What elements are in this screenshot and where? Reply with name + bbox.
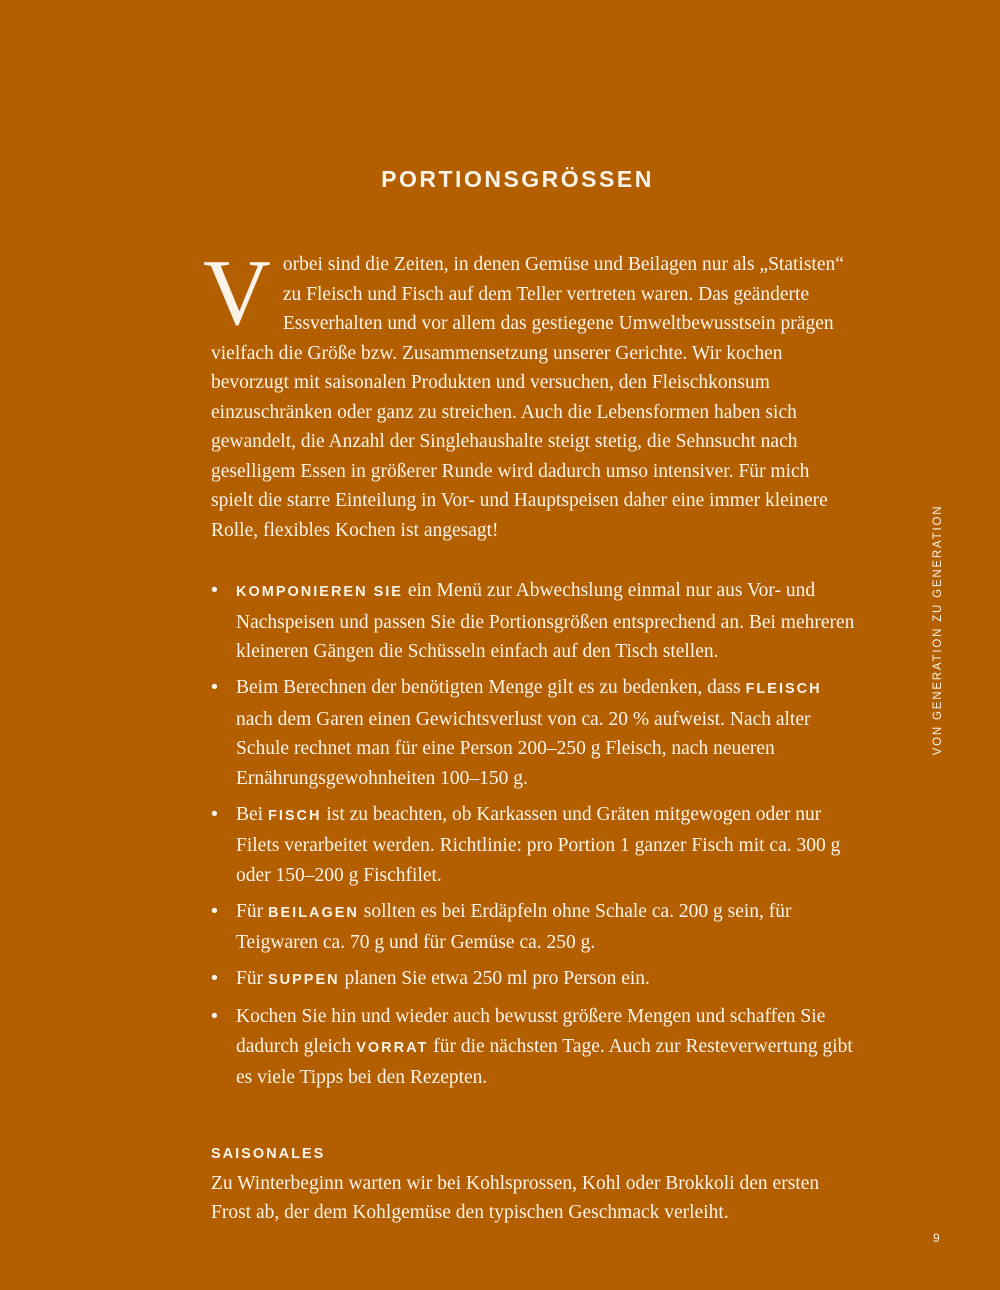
keyword: SUPPEN <box>267 972 340 988</box>
side-label: VON GENERATION ZU GENERATION <box>932 504 944 756</box>
keyword: KOMPONIEREN SIE <box>236 584 403 600</box>
list-item: • KOMPONIEREN SIE ein Menü zur Abwechslung einmal nur aus Vor- und Nachspeisen und passen Sie die Portionsgrößen entsprechend an. Bei mehreren kleineren Gängen die Schüsseln einfach auf den Tisch stellen. <box>211 576 856 667</box>
list-item: • Kochen Sie hin und wieder auch bewusst größere Mengen und schaffen Sie dadurch gleich VORRAT für die nächsten Tage. Auch zur Resteverwertung gibt es viele Tipps bei den Rezepten. <box>211 1002 856 1093</box>
list-item: • Für SUPPEN planen Sie etwa 250 ml pro Person ein. <box>211 964 856 996</box>
drop-cap: V <box>203 241 271 345</box>
page-number: 9 <box>933 1231 940 1245</box>
keyword: BEILAGEN <box>267 904 359 921</box>
keyword: VORRAT <box>356 1039 429 1056</box>
list-item: • Für BEILAGEN sollten es bei Erdäpfeln ohne Schale ca. 200 g sein, für Teigwaren ca. 70 g und für Gemüse ca. 250 g. <box>211 897 856 958</box>
section-text: Zu Winterbeginn warten wir bei Kohlsprossen, Kohl oder Brokkoli den ersten Frost ab, der dem Kohlgemüse den typischen Geschmack verleiht. <box>211 1172 820 1223</box>
keyword: FLEISCH <box>745 681 822 697</box>
keyword: FISCH <box>267 807 322 824</box>
tips-list <box>211 576 856 1093</box>
page-title: PORTIONSGRÖSSEN <box>381 166 654 192</box>
main-content <box>203 241 856 1228</box>
section-heading: SAISONALES <box>211 1145 326 1162</box>
intro-paragraph <box>203 241 856 545</box>
intro-text: orbei sind die Zeiten, in denen Gemüse und Beilagen nur als „Statisten“ zu Fleisch und Fisch auf dem Teller vertreten waren. Das geänderte Essverhalten und vor allem das gestiegene Umweltbewusstsein prägen vielfach die Größe bzw. Zusammensetzung unserer Gerichte. Wir kochen bevorzugt mit saisonalen Produkten und versuchen, den Fleischkonsum einzuschränken oder ganz zu streichen. Auch die Lebensformen haben sich gewandelt, die Anzahl der Singlehaushalte steigt stetig, die Sehnsucht nach geselligem Essen in größerer Runde wird dadurch umso intensiver. Für mich spielt die starre Einteilung in Vor- und Hauptspeisen daher eine immer kleinere Rolle, flexibles Kochen ist angesagt! <box>211 254 844 541</box>
list-item: • Beim Berechnen der benötigten Menge gilt es zu bedenken, dass FLEISCH nach dem Garen einen Gewichtsverlust von ca. 20 % aufweist. Nach alter Schule rechnet man für eine Person 200–250 g Fleisch, nach neueren Ernährungsgewohnheiten 100–150 g. <box>211 673 856 793</box>
list-item: • Bei FISCH ist zu beachten, ob Karkassen und Gräten mitgewogen oder nur Filets verarbeitet werden. Richtlinie: pro Portion 1 ganzer Fisch mit ca. 300 g oder 150–200 g Fischfilet. <box>211 800 856 891</box>
